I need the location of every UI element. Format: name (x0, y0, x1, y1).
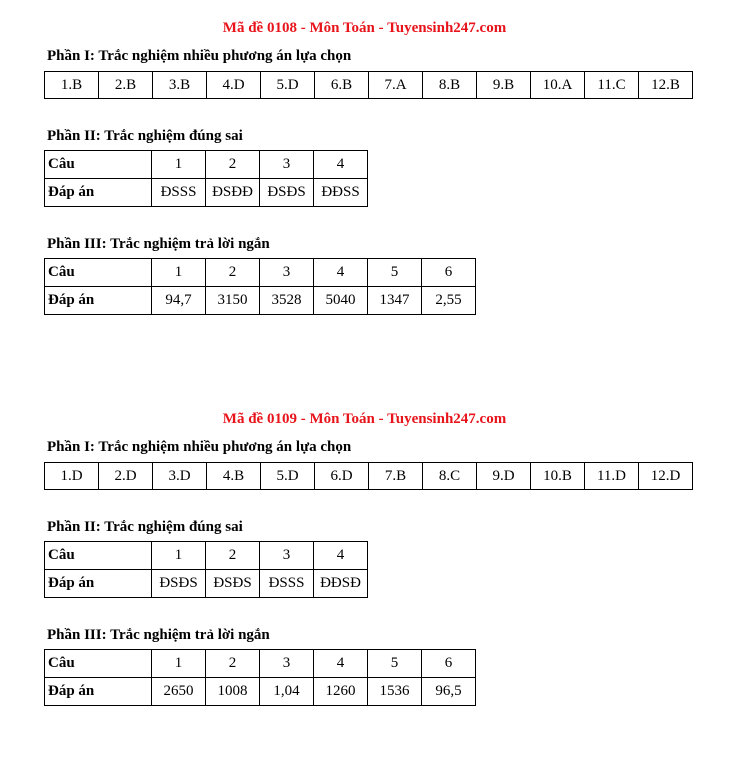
answer-cell: 1,04 (260, 678, 314, 706)
table-row (45, 650, 476, 678)
part1-table (44, 462, 693, 490)
table-row (45, 151, 368, 179)
answer-cell: ĐSĐS (260, 179, 314, 207)
question-cell: 4 (314, 542, 368, 570)
exam-title: Mã đề 0109 - Môn Toán - Tuyensinh247.com (222, 411, 507, 427)
answer-cell: 5040 (314, 287, 368, 315)
answer-cell: ĐSĐS (152, 570, 206, 598)
answer-cell: ĐĐSS (314, 179, 368, 207)
question-cell: 2 (206, 542, 260, 570)
question-cell: 3 (260, 259, 314, 287)
question-cell: 1 (152, 259, 206, 287)
table-row (45, 287, 476, 315)
answer-cell: 1347 (368, 287, 422, 315)
part3-table (44, 258, 476, 315)
answer-cell: 1260 (314, 678, 368, 706)
answer-cell: ĐĐSĐ (314, 570, 368, 598)
answer-cell: 6.D (315, 463, 369, 490)
answer-cell: 4.D (207, 72, 261, 99)
question-cell: 5 (368, 259, 422, 287)
answer-cell: 2650 (152, 678, 206, 706)
answer-cell: 3.B (153, 72, 207, 99)
part2-heading: Phần II: Trắc nghiệm đúng sai (47, 128, 243, 144)
table-row (45, 570, 368, 598)
question-cell: 1 (152, 650, 206, 678)
answer-cell: 5.D (261, 72, 315, 99)
answer-cell: 4.B (207, 463, 261, 490)
row-label: Câu (45, 259, 152, 287)
answer-cell: 6.B (315, 72, 369, 99)
answer-cell: 10.A (531, 72, 585, 99)
answer-cell: ĐSĐS (206, 570, 260, 598)
answer-cell: 1.D (45, 463, 99, 490)
question-cell: 2 (206, 259, 260, 287)
answer-cell: 12.D (639, 463, 693, 490)
answer-cell: 8.C (423, 463, 477, 490)
row-label: Đáp án (45, 570, 152, 598)
question-cell: 6 (422, 259, 476, 287)
row-label: Câu (45, 650, 152, 678)
answer-cell: 2,55 (422, 287, 476, 315)
part1-heading: Phần I: Trắc nghiệm nhiều phương án lựa chọn (47, 439, 352, 455)
part1-table (44, 71, 693, 99)
part2-table (44, 541, 368, 598)
answer-cell: ĐSSS (152, 179, 206, 207)
row-label: Câu (45, 542, 152, 570)
part2-table (44, 150, 368, 207)
answer-cell: 5.D (261, 463, 315, 490)
answer-cell: 11.D (585, 463, 639, 490)
question-cell: 1 (152, 542, 206, 570)
table-row (45, 259, 476, 287)
question-cell: 1 (152, 151, 206, 179)
question-cell: 3 (260, 151, 314, 179)
table-row (45, 463, 693, 490)
row-label: Câu (45, 151, 152, 179)
exam-title: Mã đề 0108 - Môn Toán - Tuyensinh247.com (222, 20, 507, 36)
table-row (45, 678, 476, 706)
question-cell: 4 (314, 650, 368, 678)
row-label: Đáp án (45, 287, 152, 315)
part3-heading: Phần III: Trắc nghiệm trả lời ngắn (47, 236, 270, 252)
answer-cell: 12.B (639, 72, 693, 99)
answer-cell: 7.A (369, 72, 423, 99)
exam-block-0108 (0, 0, 729, 380)
answer-cell: 2.B (99, 72, 153, 99)
answer-cell: 96,5 (422, 678, 476, 706)
answer-cell: 1.B (45, 72, 99, 99)
table-row (45, 542, 368, 570)
answer-cell: 7.B (369, 463, 423, 490)
exam-block-0109 (0, 391, 729, 771)
answer-cell: ĐSĐĐ (206, 179, 260, 207)
answer-cell: 9.B (477, 72, 531, 99)
question-cell: 6 (422, 650, 476, 678)
part3-heading: Phần III: Trắc nghiệm trả lời ngắn (47, 627, 270, 643)
part3-table (44, 649, 476, 706)
answer-cell: 1536 (368, 678, 422, 706)
answer-cell: 2.D (99, 463, 153, 490)
answer-cell: 1008 (206, 678, 260, 706)
answer-cell: 3.D (153, 463, 207, 490)
row-label: Đáp án (45, 179, 152, 207)
answer-cell: 3528 (260, 287, 314, 315)
question-cell: 3 (260, 650, 314, 678)
answer-cell: 9.D (477, 463, 531, 490)
answer-cell: 8.B (423, 72, 477, 99)
question-cell: 5 (368, 650, 422, 678)
question-cell: 4 (314, 151, 368, 179)
question-cell: 4 (314, 259, 368, 287)
question-cell: 2 (206, 650, 260, 678)
answer-cell: 10.B (531, 463, 585, 490)
answer-cell: 94,7 (152, 287, 206, 315)
part2-heading: Phần II: Trắc nghiệm đúng sai (47, 519, 243, 535)
row-label: Đáp án (45, 678, 152, 706)
table-row (45, 179, 368, 207)
answer-cell: 11.C (585, 72, 639, 99)
answer-cell: ĐSSS (260, 570, 314, 598)
table-row (45, 72, 693, 99)
part1-heading: Phần I: Trắc nghiệm nhiều phương án lựa chọn (47, 48, 352, 64)
answer-cell: 3150 (206, 287, 260, 315)
question-cell: 2 (206, 151, 260, 179)
question-cell: 3 (260, 542, 314, 570)
